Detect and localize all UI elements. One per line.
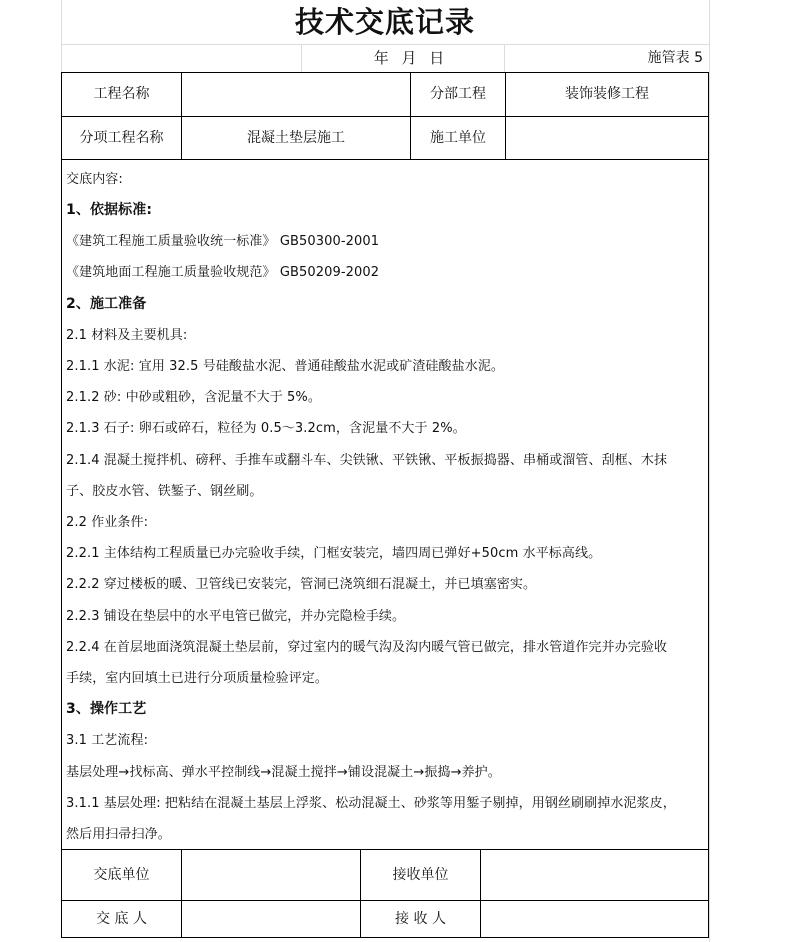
- content-line: 手续，室内回填土已进行分项质量检验评定。: [66, 671, 329, 686]
- page-title: 技术交底记录: [294, 5, 475, 39]
- date-label: 年 月 日: [373, 49, 449, 67]
- gridline: [709, 0, 710, 942]
- subitem-label: 分项工程名称: [79, 130, 164, 146]
- receiver-field[interactable]: [481, 901, 708, 937]
- form-number: 施管表 5: [647, 50, 703, 66]
- content-line: 2、施工准备: [66, 295, 147, 312]
- division-value[interactable]: 装饰装修工程: [565, 86, 649, 102]
- content-line: 子、胶皮水管、铁錾子、钢丝刷。: [66, 483, 263, 499]
- content-line: 2.1.1 水泥: 宜用 32.5 号硅酸盐水泥、普通硅酸盐水泥或矿渣硅酸盐水泥。: [66, 359, 505, 374]
- content-line: 2.2.1 主体结构工程质量已办完验收手续，门框安装完，墙四周已弹好+50cm 水平标高线。: [66, 546, 602, 562]
- content-line: 2.2.4 在首层地面浇筑混凝土垫层前，穿过室内的暖气沟及沟内暖气管已做完，排水管道作完并办完验收: [66, 639, 668, 655]
- content-line: 基层处理→找标高、弹水平控制线→混凝土搅拌→铺设混凝土→振捣→养护。: [66, 764, 501, 780]
- giver-field[interactable]: [182, 901, 360, 937]
- content-line: 2.1.2 砂: 中砂或粗砂，含泥量不大于 5%。: [66, 390, 321, 406]
- content-line: 2.2 作业条件:: [66, 515, 149, 530]
- content-line: 2.1.3 石子: 卵石或碎石，粒径为 0.5～3.2cm，含泥量不大于 2%。: [66, 421, 466, 437]
- content-line: 2.2.2 穿过楼板的暖、卫管线已安装完，管洞已浇筑细石混凝土，并已填塞密实。: [66, 577, 537, 593]
- record-form: [61, 72, 709, 938]
- giver-unit-field[interactable]: [182, 850, 360, 900]
- division-label: 分部工程: [430, 86, 486, 102]
- giver-label: 交 底 人: [96, 911, 147, 927]
- content-line: 3.1 工艺流程:: [66, 733, 149, 749]
- giver-unit-label: 交底单位: [93, 867, 150, 883]
- receiver-label: 接 收 人: [395, 911, 446, 927]
- date-row: [61, 44, 709, 73]
- content-line: 3.1.1 基层处理: 把粘结在混凝土基层上浮浆、松动混凝土、砂浆等用錾子剔掉，用钢丝刷刷掉水泥浆皮，: [66, 795, 676, 811]
- receiver-unit-label: 接收单位: [392, 867, 449, 883]
- content-line: 然后用扫帚扫净。: [66, 827, 171, 842]
- content-line: 3、操作工艺: [66, 701, 147, 718]
- content-line: 2.1 材料及主要机具:: [66, 327, 188, 343]
- receiver-unit-field[interactable]: [481, 850, 708, 900]
- project-name-label: 工程名称: [93, 86, 150, 102]
- content-line: 2.2.3 铺设在垫层中的水平电管已做完，并办完隐检手续。: [66, 608, 406, 624]
- subitem-value[interactable]: 混凝土垫层施工: [247, 130, 345, 146]
- content-line: 《建筑地面工程施工质量验收规范》 GB50209-2002: [66, 265, 380, 281]
- content-line: 《建筑工程施工质量验收统一标准》 GB50300-2001: [66, 234, 380, 250]
- content-heading: 交底内容:: [66, 172, 123, 187]
- content-line: 2.1.4 混凝土搅拌机、磅秤、手推车或翻斗车、尖铁锹、平铁锹、平板振捣器、串桶或溜管、刮框、木抹: [66, 452, 668, 468]
- content-line: 1、依据标准:: [66, 202, 153, 218]
- construction-unit-label: 施工单位: [430, 130, 486, 146]
